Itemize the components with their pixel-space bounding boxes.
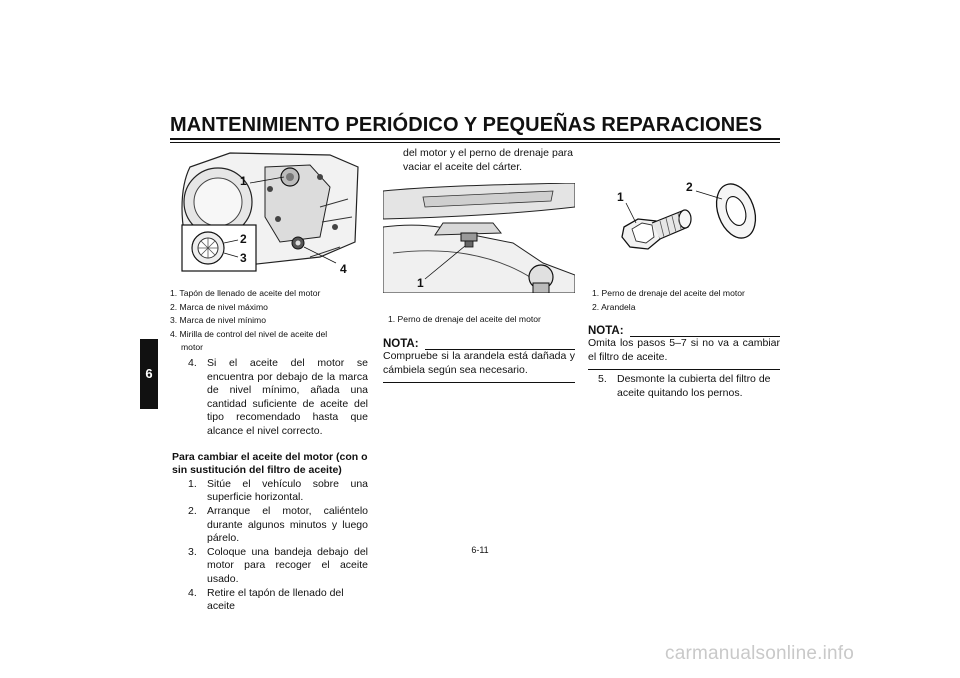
step-number: 2. bbox=[188, 504, 197, 517]
step-number: 5. bbox=[598, 373, 607, 386]
step-4-oil-level bbox=[188, 357, 368, 439]
caption-line: 1. Tapón de llenado de aceite del motor bbox=[170, 288, 321, 298]
step-text: Retire el tapón de llenado del aceite bbox=[207, 586, 344, 613]
step-3 bbox=[188, 546, 368, 587]
step-text: Coloque una bandeja debajo del motor para recoger el aceite usado. bbox=[207, 545, 368, 585]
caption-line: motor bbox=[181, 342, 203, 352]
step-text: Arranque el motor, caliéntelo durante algunos minutos y luego párelo. bbox=[207, 504, 368, 545]
caption-line: 1. Perno de drenaje del aceite del motor bbox=[388, 314, 541, 324]
caption-line: 1. Perno de drenaje del aceite del motor bbox=[592, 288, 745, 298]
nota-heading bbox=[588, 325, 780, 337]
drain-bolt-figure bbox=[383, 183, 575, 293]
chapter-tab: 6 bbox=[140, 339, 158, 409]
nota-label: NOTA: bbox=[588, 325, 624, 337]
step-4-remove-cap bbox=[188, 587, 368, 614]
nota-text: Compruebe si la arandela está dañada y cámbiela según sea necesario. bbox=[383, 350, 575, 383]
nota-box-washer bbox=[383, 338, 575, 383]
engine-label-4: 4 bbox=[340, 262, 347, 276]
page-number: 6-11 bbox=[471, 545, 489, 555]
page-title: MANTENIMIENTO PERIÓDICO Y PEQUEÑAS REPARACIONES bbox=[170, 114, 763, 136]
step-number: 4. bbox=[188, 357, 197, 369]
caption-line: 4. Mirilla de control del nivel de aceite del bbox=[170, 328, 328, 339]
title-rule-thin bbox=[170, 142, 780, 143]
bolt-figure-caption bbox=[592, 287, 782, 314]
title-rule bbox=[170, 138, 780, 140]
engine-label-1: 1 bbox=[240, 174, 247, 188]
column-2-continuation: del motor y el perno de drenaje para vaciar el aceite del cárter. bbox=[403, 147, 573, 173]
bolt-washer-figure bbox=[590, 165, 770, 277]
step-number: 4. bbox=[188, 586, 197, 599]
nota-box-filter bbox=[588, 325, 780, 400]
caption-line: 2. Marca de nivel máximo bbox=[170, 301, 268, 312]
nota-heading-rule bbox=[630, 326, 780, 337]
bolt-label-2: 2 bbox=[686, 180, 693, 194]
nota-heading bbox=[383, 338, 575, 350]
step-text: Desmonte la cubierta del filtro de aceite quitando los pernos. bbox=[617, 373, 771, 399]
step-text: Si el aceite del motor se encuentra por debajo de la marca de nivel mínimo, añada una cantidad suficiente de aceite del tipo recomendado hasta que alcance el nivel correcto. bbox=[207, 357, 368, 437]
column-1-text bbox=[172, 357, 368, 614]
watermark: carmanualsonline.info bbox=[665, 643, 855, 664]
nota-heading-rule bbox=[425, 339, 575, 350]
caption-line: 3. Marca de nivel mínimo bbox=[170, 315, 266, 325]
step-number: 3. bbox=[188, 545, 197, 558]
nota-text: Omita los pasos 5–7 si no va a cambiar el filtro de aceite. bbox=[588, 337, 780, 370]
step-5 bbox=[598, 373, 780, 400]
drain-figure-caption bbox=[388, 313, 578, 327]
step-2 bbox=[188, 505, 368, 546]
step-text: Sitúe el vehículo sobre una superficie horizontal. bbox=[207, 477, 368, 504]
step-number: 1. bbox=[188, 477, 197, 490]
engine-figure-caption bbox=[170, 287, 360, 355]
engine-oil-level-figure bbox=[170, 147, 370, 281]
caption-line: 2. Arandela bbox=[592, 301, 636, 312]
engine-label-2: 2 bbox=[240, 232, 247, 246]
step-1 bbox=[188, 478, 368, 505]
section-heading: Para cambiar el aceite del motor (con o sin sustitución del filtro de aceite) bbox=[172, 450, 368, 477]
drain-label-1: 1 bbox=[417, 276, 424, 290]
engine-label-3: 3 bbox=[240, 251, 247, 265]
nota-label: NOTA: bbox=[383, 338, 419, 350]
bolt-label-1: 1 bbox=[617, 190, 624, 204]
